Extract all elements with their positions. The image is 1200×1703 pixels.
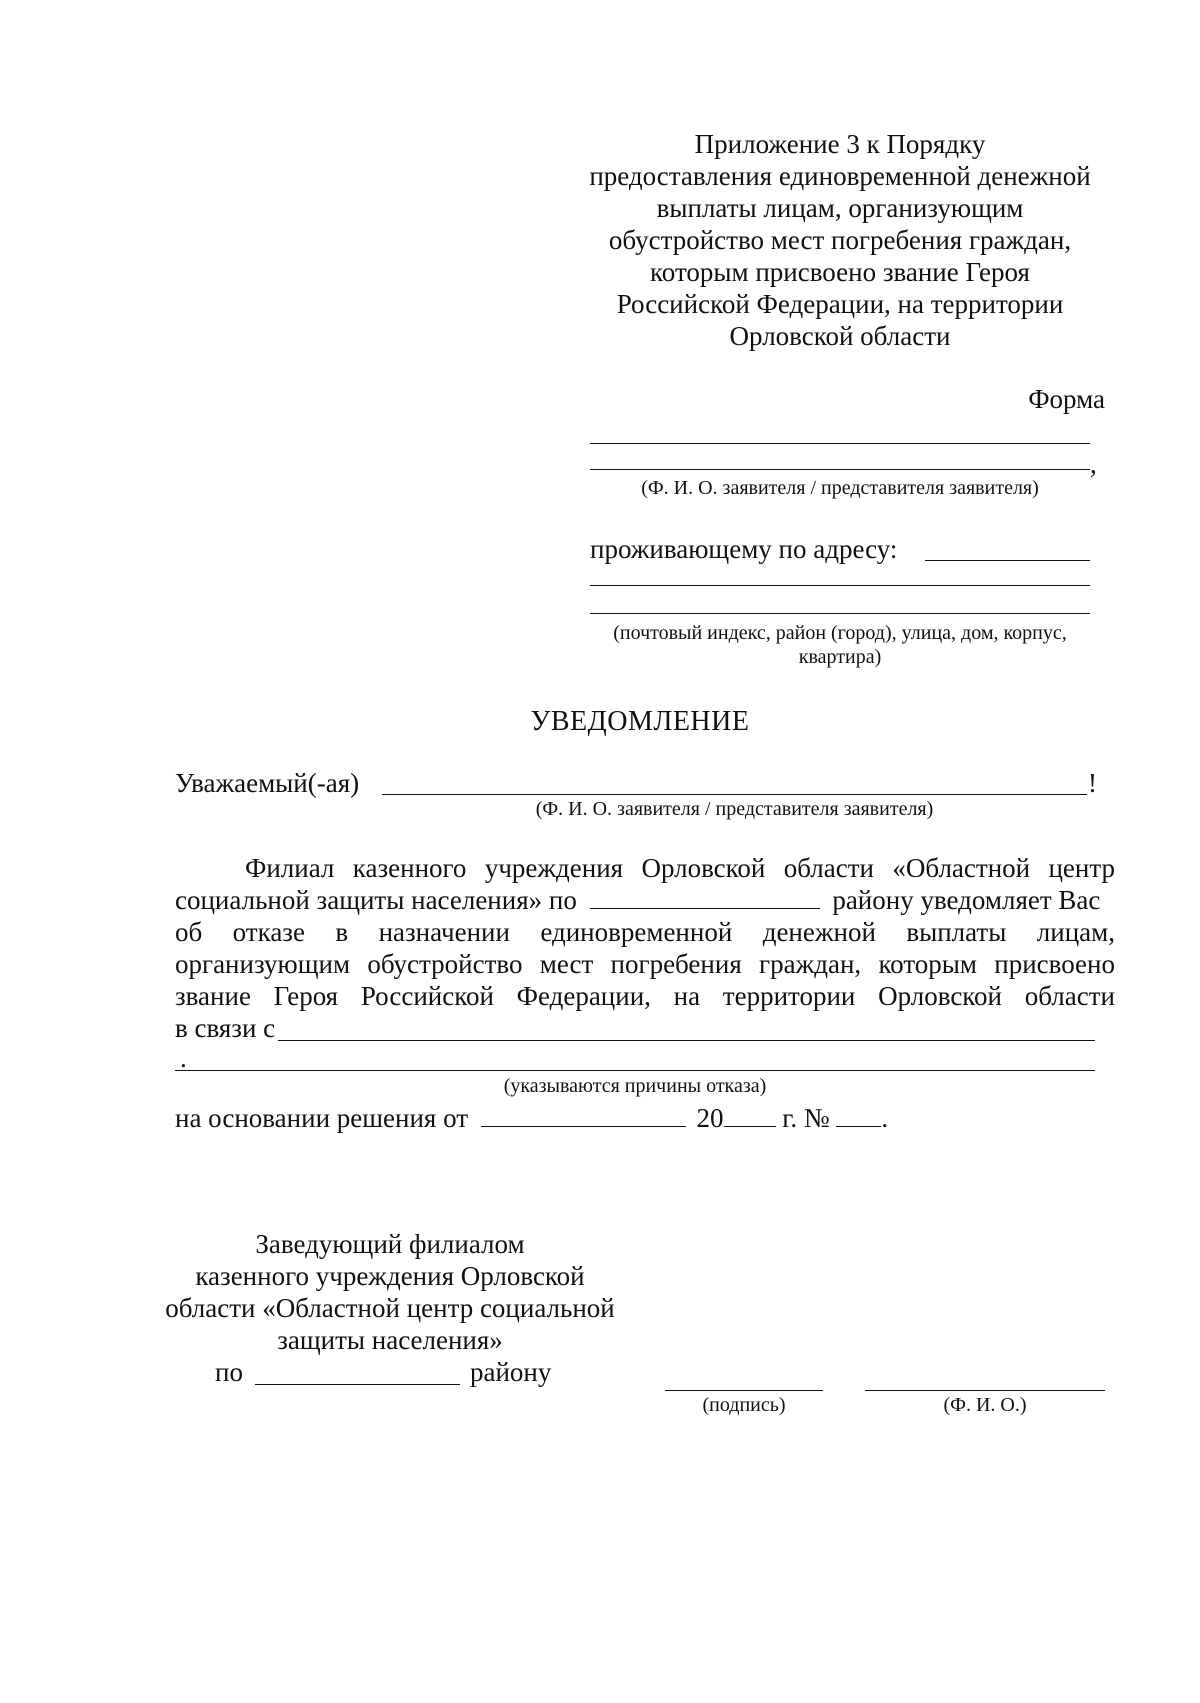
signature-caption: (подпись) [702,1394,786,1416]
recipient-name-caption: (Ф. И. О. заявителя / представителя заявителя) [641,477,1039,499]
recipient-comma: , [1090,449,1097,479]
decision-g-number: г. № [782,1103,830,1133]
address-caption-2: квартира) [798,646,882,668]
address-line-inline [925,560,1090,561]
reasons-line-1 [278,1040,1095,1041]
body-line-1: Филиал казенного учреждения Орловской области «Областной центр [245,853,1115,883]
reasons-caption: (указываются причины отказа) [503,1075,767,1097]
address-line-2 [590,585,1090,586]
signature-district-blank [255,1384,460,1385]
recipient-name-line-2 [590,469,1090,470]
decision-number-blank [836,1104,881,1127]
appendix-line: выплаты лицам, организующим [656,193,1024,223]
appendix-line: предоставления единовременной денежной [589,161,1091,191]
decision-year-blank [724,1104,776,1127]
appendix-line: Приложение 3 к Порядку [694,129,986,159]
document-title: УВЕДОМЛЕНИЕ [530,706,750,737]
form-label: Форма [1028,384,1105,414]
body-line-6-text: в связи с [175,1013,276,1043]
appendix-line: Российской Федерации, на территории [616,289,1064,319]
signature-line: защиты населения» [277,1325,503,1355]
fio-line [865,1390,1105,1391]
body-line-2-a: социальной защиты населения» по [175,885,577,915]
body-line-4: организующим обустройство мест погребения граждан, которым присвоено [175,949,1115,979]
address-caption-1: (почтовый индекс, район (город), улица, дом, корпус, [613,622,1067,644]
recipient-name-line-1 [590,443,1090,444]
address-label: проживающему по адресу: [590,534,898,564]
body-line-3: об отказе в назначении единовременной денежной выплаты лицам, [175,917,1115,947]
decision-end: . [881,1103,889,1133]
signature-line: Заведующий филиалом [255,1229,525,1259]
decision-year: 20 [696,1103,724,1133]
body-line-5: звание Героя Российской Федерации, на территории Орловской области [175,981,1115,1011]
greeting-label: Уважаемый(-ая) [175,768,360,798]
signature-line: казенного учреждения Орловской [195,1261,585,1291]
signature-block [150,1228,630,1356]
greeting-caption: (Ф. И. О. заявителя / представителя заявителя) [535,798,934,820]
appendix-line: обустройство мест погребения граждан, [608,225,1072,255]
reasons-line-2 [175,1070,1095,1071]
signature-district: району [470,1357,552,1387]
signature-line: области «Областной центр социальной [165,1293,615,1323]
address-line-3 [590,613,1090,614]
greeting-exclamation: ! [1088,768,1097,798]
decision-line [175,1102,1115,1134]
signature-line-sign [665,1390,823,1391]
decision-label: на основании решения от [175,1103,469,1133]
signature-po: по [215,1357,243,1387]
district-blank [590,886,820,909]
body-line-2-b: району уведомляет Вас [832,885,1101,915]
appendix-header [560,128,1120,352]
appendix-line: Орловской области [729,321,951,351]
fio-caption: (Ф. И. О.) [943,1394,1027,1416]
body-line-2 [175,884,1115,916]
appendix-line: которым присвоено звание Героя [650,257,1030,287]
decision-date-blank [481,1104,686,1127]
reasons-dot: . [180,1043,187,1073]
greeting-name-line [382,794,1087,795]
